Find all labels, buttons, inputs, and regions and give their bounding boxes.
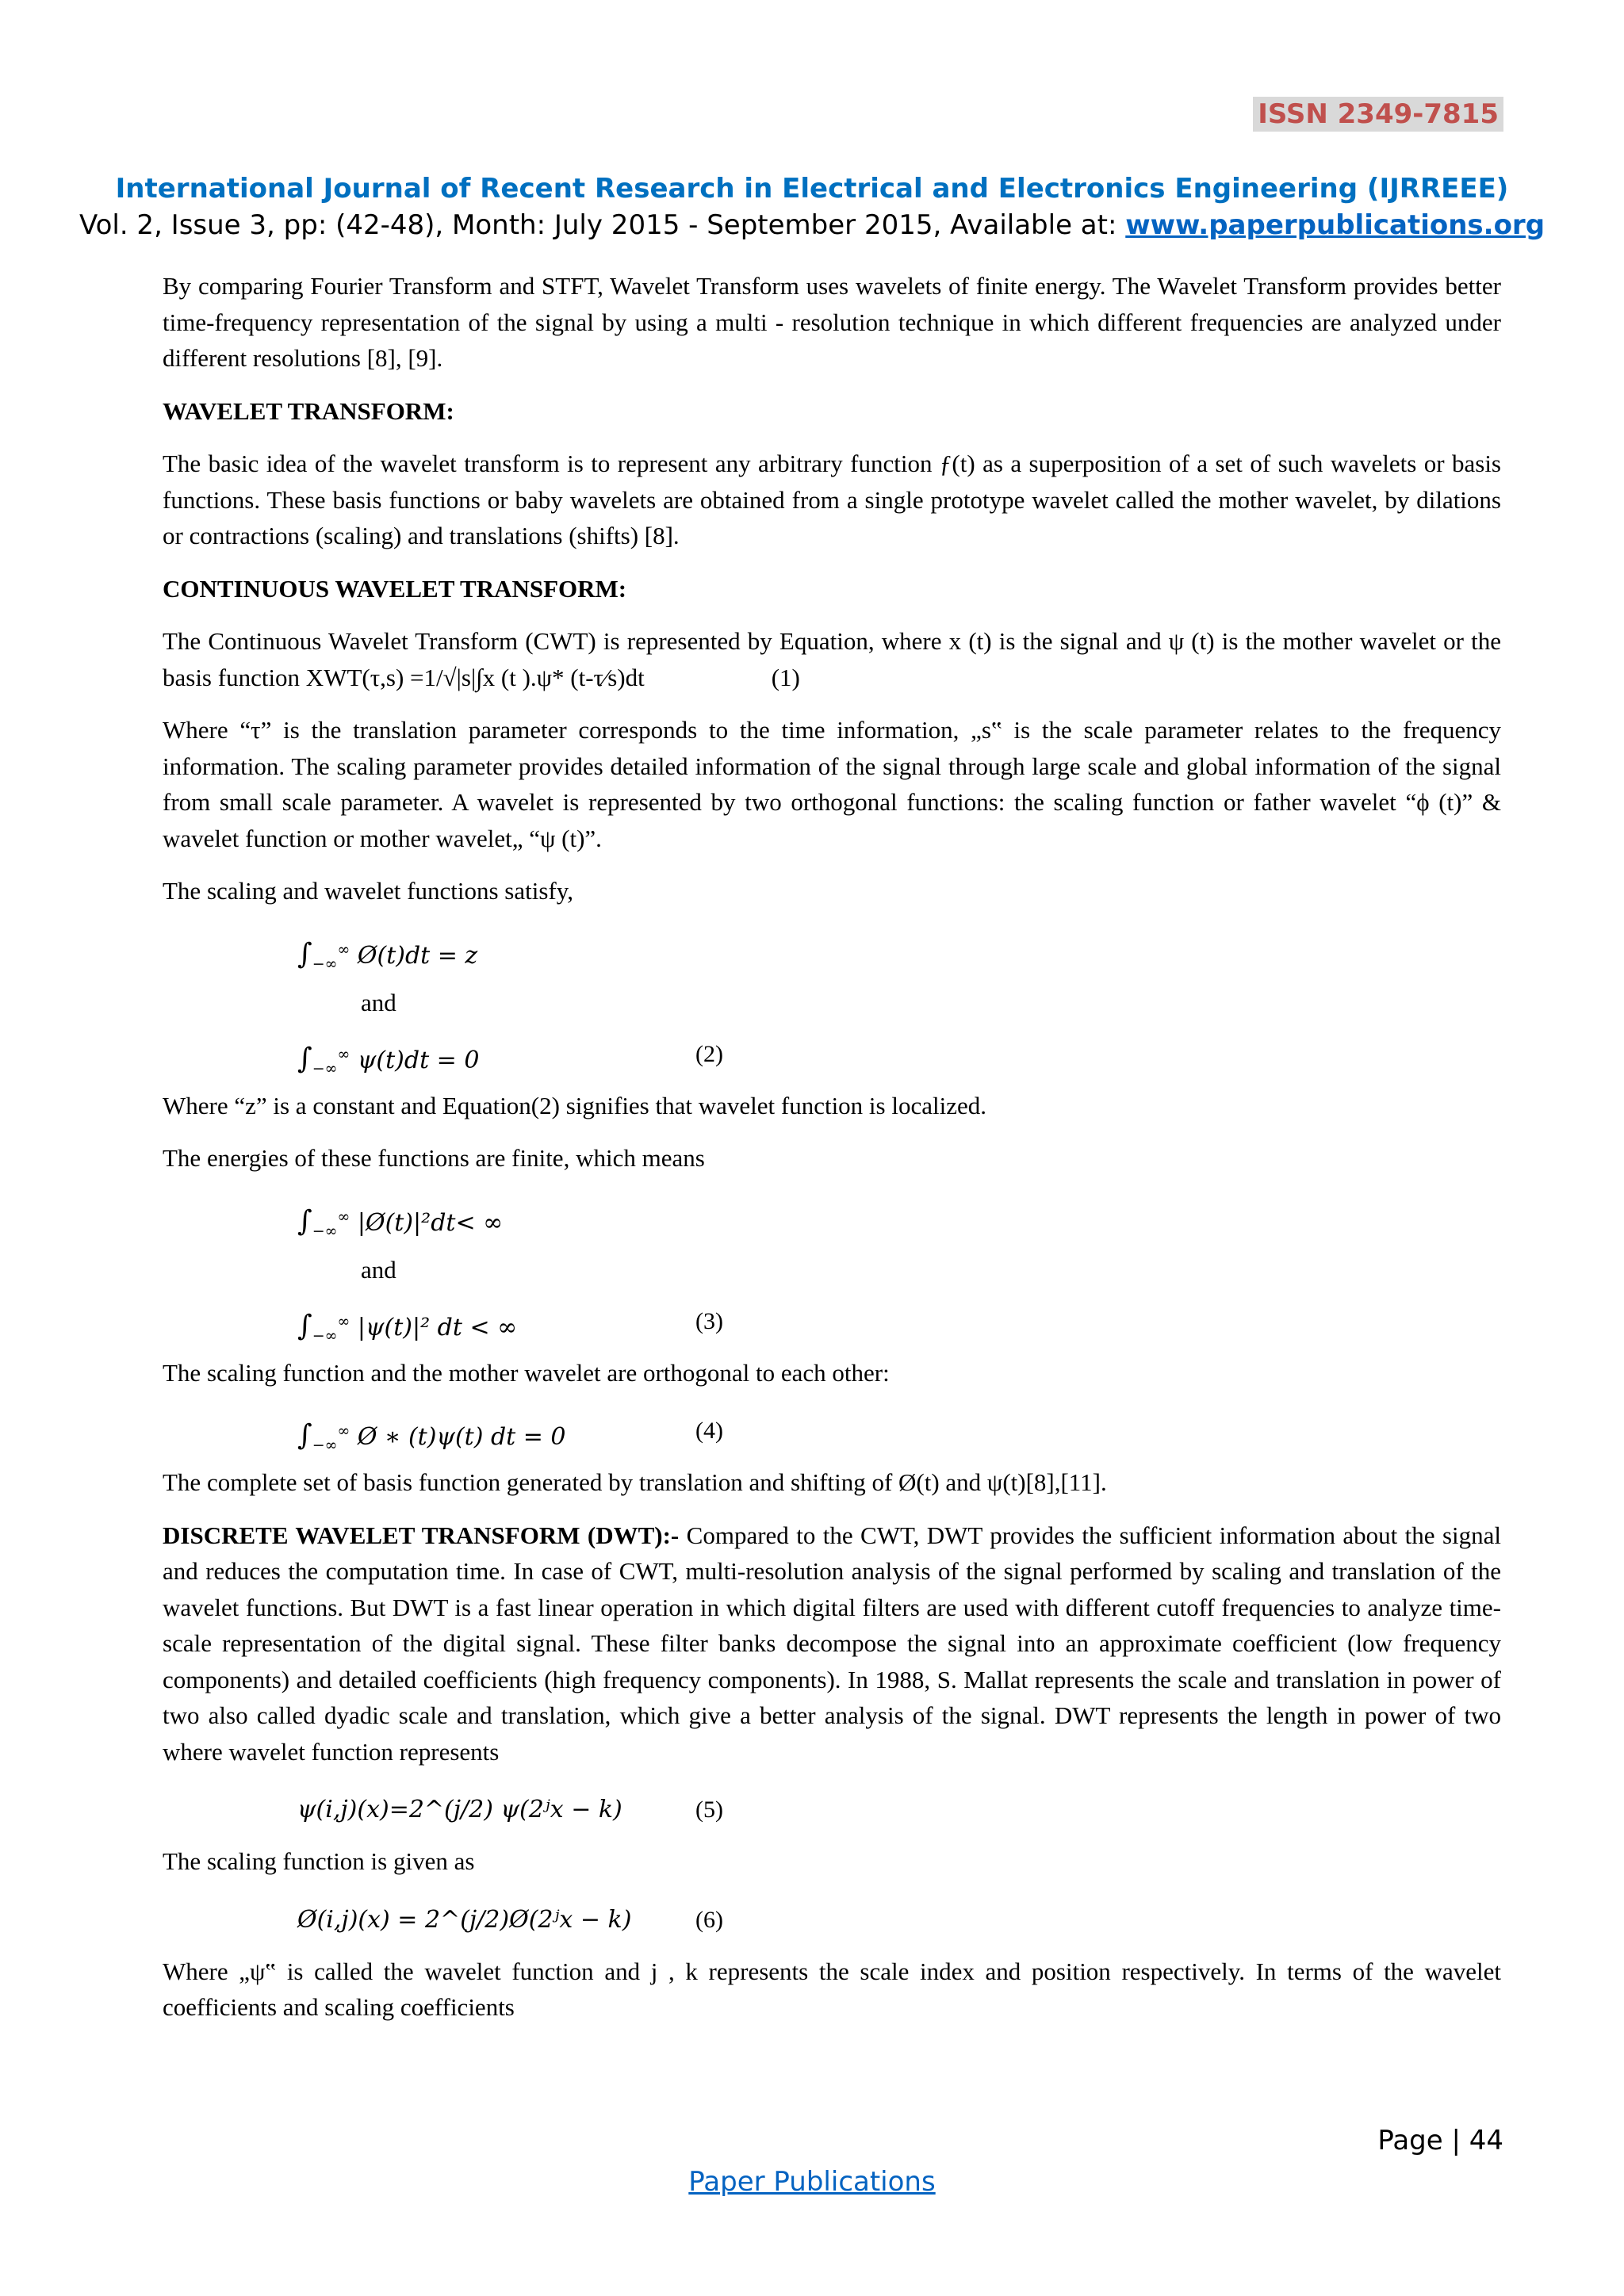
equation-f: ψ(i,j)(x)=2^(j/2) ψ(2ʲx − k)	[297, 1796, 622, 1823]
integral-symbol: ∫	[297, 937, 312, 970]
paragraph-wavelet-idea: The basic idea of the wavelet transform is to represent any arbitrary function ƒ(t) as a superposition of a set of such wavelets or basis functions. These basis functions or baby wavelets are obtained from a single prototype wavelet called the mother wavelet, by dilations or contractions (scaling) and translations (shifts) [8].	[163, 450, 1501, 549]
paragraph-basis-set: The complete set of basis function generated by translation and shifting of Ø(t) and ψ(t)[8],[11].	[163, 1468, 1107, 1496]
equation-c: |Ø(t)|²dt< ∞	[357, 1208, 504, 1237]
equation-scaling-energy: $\int_{-\infty}^\infty$ |Ø(t)|²dt< ∞	[297, 1204, 504, 1240]
equation-number-6: (6)	[695, 1906, 723, 1933]
integral-symbol: ∫	[297, 1042, 312, 1075]
equation-number-1: (1)	[771, 663, 800, 691]
page-number: Page | 44	[1377, 2125, 1503, 2156]
dwt-text: Compared to the CWT, DWT provides the sufficient information about the signal and reduces the computation time. In case of CWT, multi-resolution analysis of the signal performed by scaling and translation of the wavelet functions. But DWT is a fast linear operation in which digital filters are used with different cutoff frequencies to analyze time-scale representation of the digital signal. These filter banks decompose the signal into an approximate coefficient (low frequency components) and detailed coefficients (high frequency components). In 1988, S. Mallat represents the scale and translation in power of two also called dyadic scale and translation, which give a better analysis of the signal. DWT represents the length in power of two where wavelet function represents	[163, 1521, 1501, 1766]
integral-symbol: ∫	[297, 1204, 312, 1238]
paragraph-cwt	[163, 623, 1501, 695]
paragraph-intro: By comparing Fourier Transform and STFT, Wavelet Transform uses wavelets of finite energy. The Wavelet Transform provides better time-frequency representation of the signal by using a multi - resolution technique in which different frequencies are analyzed under different resolutions [8], [9].	[163, 272, 1501, 372]
equation-g: Ø(i,j)(x) = 2^(j/2)Ø(2ʲx − k)	[297, 1905, 632, 1934]
heading-continuous-wavelet-transform: CONTINUOUS WAVELET TRANSFORM:	[163, 574, 627, 603]
journal-website-link[interactable]: www.paperpublications.org	[1125, 209, 1545, 241]
integral-symbol: ∫	[297, 1419, 312, 1452]
paragraph-wavelet-coefficients: Where „ψ‟ is called the wavelet function and j , k represents the scale index and position respectively. In terms of the wavelet coefficients and scaling coefficients	[163, 1957, 1501, 2021]
paragraph-dwt	[163, 1517, 1501, 1770]
equation-number-2: (2)	[695, 1040, 723, 1067]
paragraph-orthogonal: The scaling function and the mother wavelet are orthogonal to each other:	[163, 1358, 890, 1387]
equation-b: ψ(t)dt = 0	[357, 1046, 480, 1074]
and-label-2: and	[361, 1255, 396, 1284]
journal-meta	[0, 209, 1624, 241]
publisher-link[interactable]: Paper Publications	[688, 2166, 936, 2198]
issn-label: ISSN 2349-7815	[1253, 97, 1503, 132]
equation-scaling-integral: $\int_{-\infty}^\infty$ Ø(t)dt = z	[297, 937, 478, 973]
paragraph-energies: The energies of these functions are finite, which means	[163, 1144, 705, 1172]
paragraph-scaling-given: The scaling function is given as	[163, 1847, 475, 1875]
heading-discrete-wavelet-transform: DISCRETE WAVELET TRANSFORM (DWT):-	[163, 1521, 680, 1549]
cwt-text: The Continuous Wavelet Transform (CWT) is represented by Equation, where x (t) is the signal and ψ (t) is the mother wavelet or the basis function XWT(τ,s) =1/√|s|∫x (t ).ψ* (t-τ⁄s)dt	[163, 627, 1501, 691]
article-body	[163, 268, 1501, 2042]
paragraph-constant-z: Where “z” is a constant and Equation(2) signifies that wavelet function is localized.	[163, 1091, 986, 1119]
equation-scaling-function	[163, 1896, 1501, 1944]
and-label-1: and	[361, 988, 396, 1016]
equation-number-4: (4)	[695, 1418, 723, 1444]
journal-title: International Journal of Recent Research in Electrical and Electronics Engineering (IJRREEE)	[115, 173, 1509, 205]
footer-publisher	[0, 2166, 1624, 2198]
heading-wavelet-transform: WAVELET TRANSFORM:	[163, 396, 454, 425]
paragraph-translation-parameter: Where “τ” is the translation parameter corresponds to the time information, „s‟ is the scale parameter relates to the frequency information. The scaling parameter provides detailed information of the signal through large scale and global information of the signal from small scale parameter. A wavelet is represented by two orthogonal functions: the scaling function or father wavelet “ϕ (t)” & wavelet function or mother wavelet„ “ψ (t)”.	[163, 716, 1501, 852]
equation-number-5: (5)	[695, 1797, 723, 1823]
equation-wavelet-function	[163, 1786, 1501, 1834]
integral-symbol: ∫	[297, 1309, 312, 1342]
equation-number-3: (3)	[695, 1307, 723, 1334]
equation-orthogonality: $\int_{-\infty}^\infty$ Ø ∗ (t)ψ(t) dt = 0 (4)	[163, 1407, 1501, 1455]
equation-wavelet-energy: $\int_{-\infty}^\infty$ |ψ(t)|² dt < ∞ (3)	[163, 1298, 1501, 1345]
equation-a: Ø(t)dt = z	[357, 941, 478, 970]
equation-e: Ø ∗ (t)ψ(t) dt = 0	[357, 1423, 566, 1451]
journal-meta-text: Vol. 2, Issue 3, pp: (42-48), Month: July 2015 - September 2015, Available at:	[79, 209, 1126, 241]
equation-d: |ψ(t)|² dt < ∞	[357, 1313, 518, 1341]
paragraph-satisfy: The scaling and wavelet functions satisfy,	[163, 877, 573, 905]
equation-wavelet-integral: $\int_{-\infty}^\infty$ ψ(t)dt = 0 (2)	[163, 1031, 1501, 1078]
